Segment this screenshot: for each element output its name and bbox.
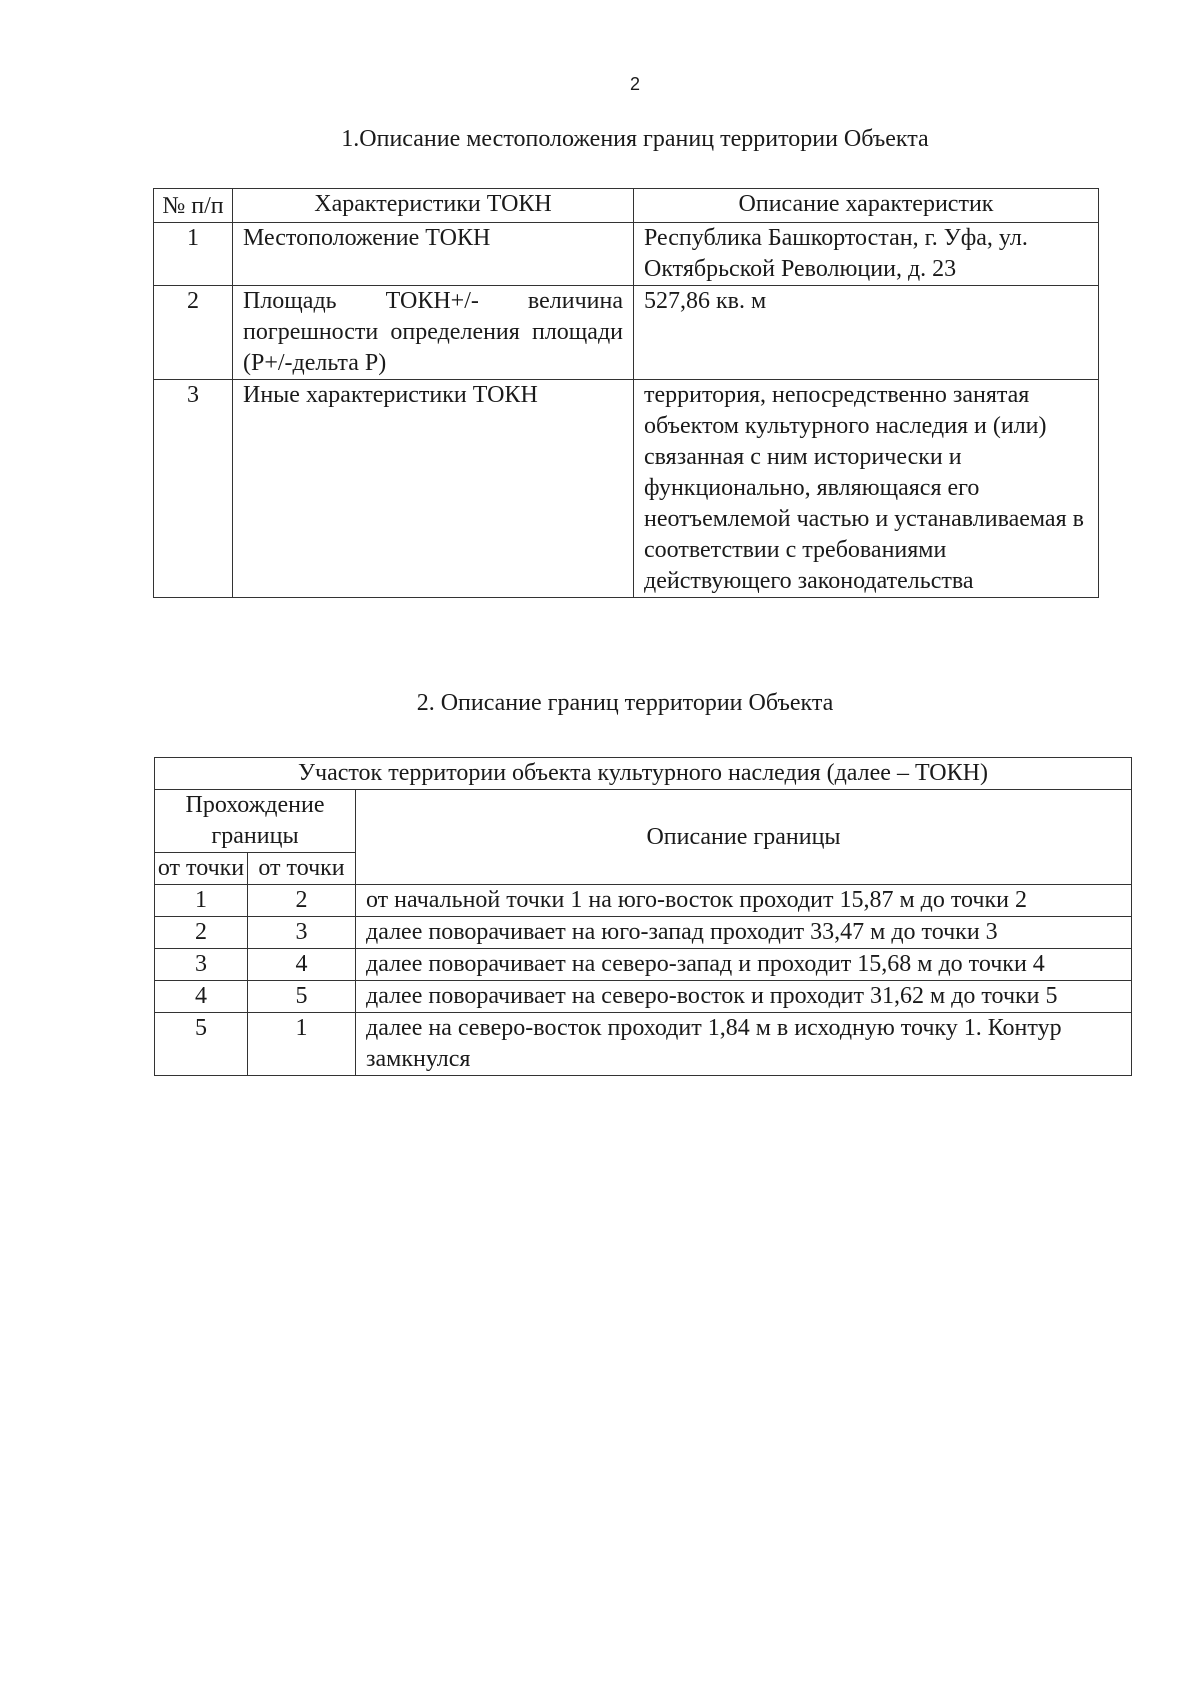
table-row (155, 885, 1132, 917)
table-header-row (155, 790, 1132, 853)
row-description: далее поворачивает на северо-запад и проходит 15,68 м до точки 4 (356, 949, 1132, 981)
row-characteristic: Площадь ТОКН+/- величина погрешности определения площади (Р+/-дельта Р) (233, 286, 634, 380)
row-description: от начальной точки 1 на юго-восток проходит 15,87 м до точки 2 (356, 885, 1132, 917)
row-description: Республика Башкортостан, г. Уфа, ул. Октябрьской Революции, д. 23 (634, 223, 1099, 286)
table-caption: Участок территории объекта культурного наследия (далее – ТОКН) (155, 758, 1132, 790)
section2-title: 2. Описание границ территории Объекта (416, 690, 834, 716)
row-description: далее поворачивает на северо-восток и проходит 31,62 м до точки 5 (356, 981, 1132, 1013)
row-description: далее на северо-восток проходит 1,84 м в исходную точку 1. Контур замкнулся (356, 1013, 1132, 1076)
row-to: 4 (248, 949, 356, 981)
table-caption-row (155, 758, 1132, 790)
row-description: 527,86 кв. м (634, 286, 1099, 380)
row-to: 2 (248, 885, 356, 917)
col-header-num: № п/п (154, 189, 233, 223)
table-header-row (154, 189, 1099, 223)
page-number: 2 (629, 74, 640, 94)
row-num: 1 (154, 223, 233, 286)
location-table (153, 188, 1099, 598)
row-from: 4 (155, 981, 248, 1013)
table-row (155, 917, 1132, 949)
table-row (154, 223, 1099, 286)
row-to: 3 (248, 917, 356, 949)
row-from: 1 (155, 885, 248, 917)
table-row (155, 949, 1132, 981)
row-num: 3 (154, 380, 233, 598)
col-header-from: от точки (155, 853, 248, 885)
col-header-to: от точки (248, 853, 356, 885)
table-row (154, 380, 1099, 598)
row-to: 5 (248, 981, 356, 1013)
col-header-passage: Прохождение границы (155, 790, 356, 853)
table-row (155, 981, 1132, 1013)
col-header-characteristic: Характеристики ТОКН (233, 189, 634, 223)
row-num: 2 (154, 286, 233, 380)
row-from: 5 (155, 1013, 248, 1076)
row-description: территория, непосредственно занятая объектом культурного наследия и (или) связанная с ним исторически и функционально, являющаяся его неотъемлемой частью и устанавливаемая в соответствии с требованиями действующего законодательства (634, 380, 1099, 598)
table-row (155, 1013, 1132, 1076)
table-row (154, 286, 1099, 380)
col-header-description: Описание характеристик (634, 189, 1099, 223)
row-characteristic: Иные характеристики ТОКН (233, 380, 634, 598)
row-characteristic: Местоположение ТОКН (233, 223, 634, 286)
row-description: далее поворачивает на юго-запад проходит 33,47 м до точки 3 (356, 917, 1132, 949)
section1-title: 1.Описание местоположения границ территории Объекта (341, 126, 929, 152)
col-header-description: Описание границы (356, 790, 1132, 885)
row-from: 3 (155, 949, 248, 981)
boundary-table (154, 757, 1132, 1076)
row-from: 2 (155, 917, 248, 949)
row-to: 1 (248, 1013, 356, 1076)
